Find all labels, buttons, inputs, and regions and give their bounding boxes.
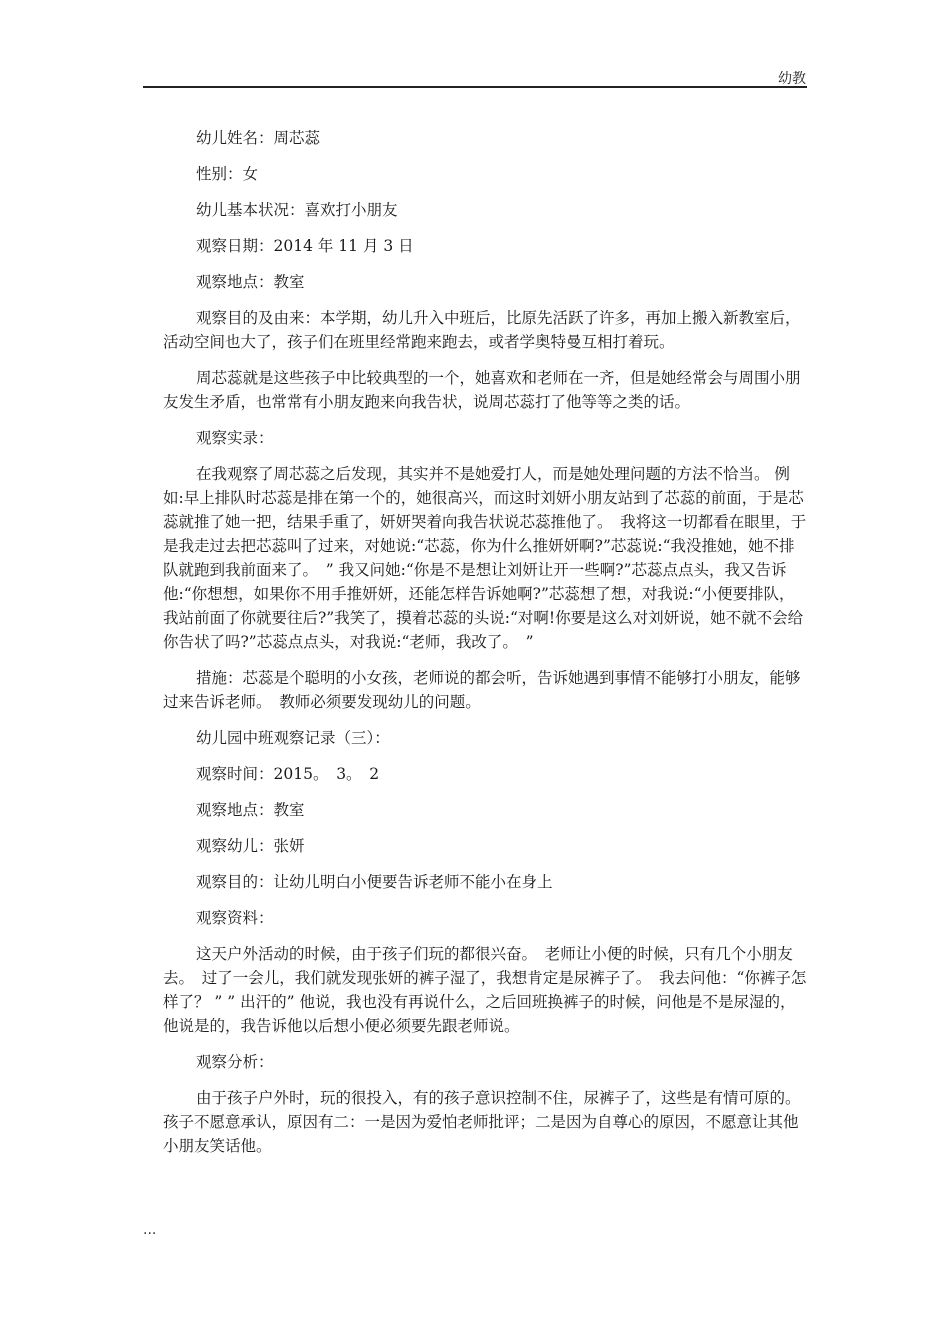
- paragraph-analysis-heading: 观察分析：: [196, 1053, 274, 1071]
- header-rule: [143, 86, 807, 88]
- paragraph-child-status: 幼儿基本状况：喜欢打小朋友: [196, 201, 398, 219]
- paragraph-observed-child: 观察幼儿：张妍: [196, 837, 305, 855]
- paragraph-typical-child: 周芯蕊就是这些孩子中比较典型的一个，她喜欢和老师在一齐，但是她经常会与周围小朋友发生矛盾，也常常有小朋友跑来向我告状，说周芯蕊打了他等等之类的话。: [163, 369, 801, 411]
- paragraph-observation-goal: 观察目的：让幼儿明白小便要告诉老师不能小在身上: [196, 873, 553, 891]
- paragraph-material-body: 这天户外活动的时候，由于孩子们玩的都很兴奋。 老师让小便的时候，只有几个小朋友去。 过了一会儿，我们就发现张妍的裤子湿了，我想肯定是尿裤子了。 我去问他：“你裤子怎样了？ ” ” 出汗的” 他说，我也没有再说什么，之后回班换裤子的时候，问他是不是尿湿的，他说是的，我告诉他以后想小便必须要先跟老师说。: [163, 945, 807, 1035]
- paragraph-analysis-body: 由于孩子户外时，玩的很投入，有的孩子意识控制不住，尿裤子了，这些是有情可原的。 孩子不愿意承认，原因有二：一是因为爱怕老师批评；二是因为自尊心的原因，不愿意让其他小朋友笑话他。: [163, 1089, 809, 1155]
- document-body: [163, 126, 807, 1170]
- paragraph-record-body: 在我观察了周芯蕊之后发现，其实并不是她爱打人，而是她处理问题的方法不恰当。 例如:早上排队时芯蕊是排在第一个的，她很高兴，而这时刘妍小朋友站到了芯蕊的前面，于是芯蕊就推了她一把，结果手重了，妍妍哭着向我告状说芯蕊推他了。 我将这一切都看在眼里，于是我走过去把芯蕊叫了过来，对她说:“芯蕊，你为什么推妍妍啊?”芯蕊说:“我没推她，她不排队就跑到我前面来了。 ” 我又问她:“你是不是想让刘妍让开一些啊?”芯蕊点点头，我又告诉他:“你想想，如果你不用手推妍妍，还能怎样告诉她啊?”芯蕊想了想，对我说:“小便要排队，我站前面了你就要往后?”我笑了，摸着芯蕊的头说:“对啊!你要是这么对刘妍说，她不就不会给你告状了吗?”芯蕊点点头，对我说:“老师，我改了。 ”: [163, 465, 807, 651]
- header-label: 幼教: [778, 71, 806, 87]
- paragraph-observation-purpose: 观察目的及由来：本学期，幼儿升入中班后，比原先活跃了许多，再加上搬入新教室后，活动空间也大了，孩子们在班里经常跑来跑去，或者学奥特曼互相打着玩。: [163, 309, 801, 351]
- paragraph-gender: 性别：女: [196, 165, 259, 183]
- paragraph-measures: 措施：芯蕊是个聪明的小女孩，老师说的都会听，告诉她遇到事情不能够打小朋友，能够过来告诉老师。 教师必须要发现幼儿的问题。: [163, 669, 801, 711]
- footer-ellipsis: ...: [143, 1222, 157, 1238]
- paragraph-child-name: 幼儿姓名：周芯蕊: [196, 129, 321, 147]
- paragraph-observation-place-2: 观察地点：教室: [196, 801, 305, 819]
- paragraph-section-title: 幼儿园中班观察记录（三）：: [196, 729, 390, 747]
- paragraph-record-heading: 观察实录：: [196, 429, 274, 447]
- paragraph-material-heading: 观察资料：: [196, 909, 274, 927]
- paragraph-observation-place: 观察地点：教室: [196, 273, 305, 291]
- paragraph-observation-time: 观察时间：2015。 3。 2: [196, 765, 380, 783]
- paragraph-observation-date: 观察日期：2014 年 11 月 3 日: [196, 237, 414, 255]
